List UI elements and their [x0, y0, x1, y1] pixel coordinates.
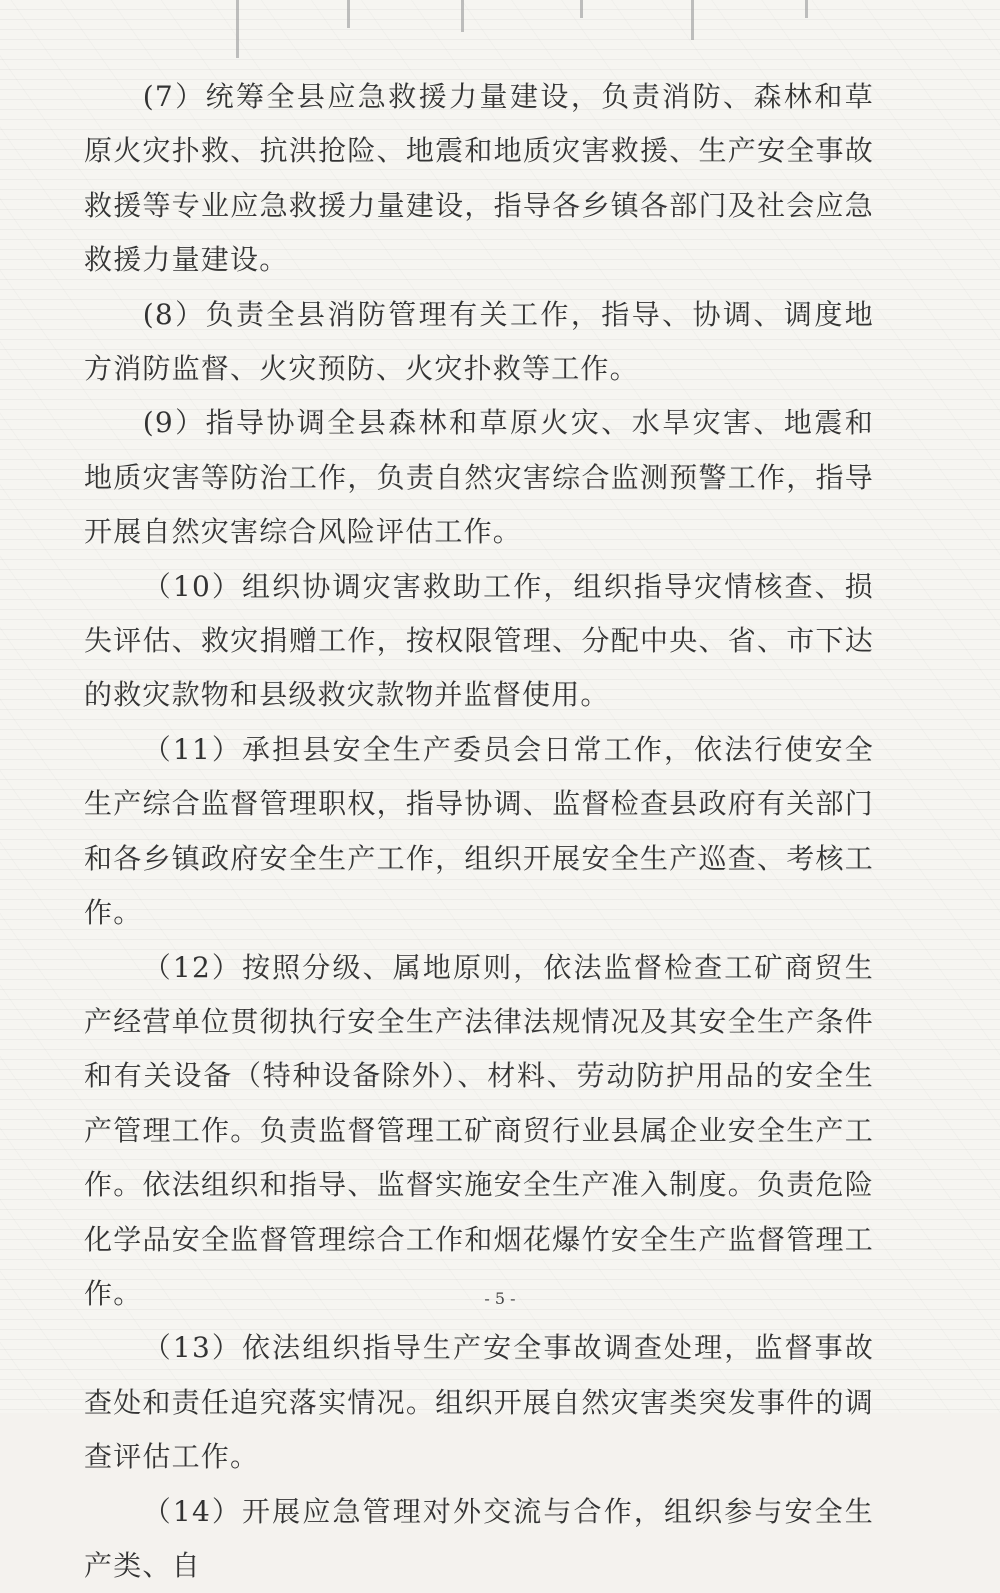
binding-mark: [805, 0, 808, 18]
paragraph-item-12: （12）按照分级、属地原则，依法监督检查工矿商贸生产经营单位贯彻执行安全生产法律法规情况及其安全生产条件和有关设备（特种设备除外）、材料、劳动防护用品的安全生产管理工作。负责监督管理工矿商贸行业县属企业安全生产工作。依法组织和指导、监督实施安全生产准入制度。负责危险化学品安全监督管理综合工作和烟花爆竹安全生产监督管理工作。: [84, 950, 874, 1310]
paragraph-item-9: (9）指导协调全县森林和草原火灾、水旱灾害、地震和地质灾害等防治工作，负责自然灾害综合监测预警工作，指导开展自然灾害综合风险评估工作。: [84, 406, 874, 549]
binding-marks: [0, 0, 1000, 80]
paragraph-item-11: （11）承担县安全生产委员会日常工作，依法行使安全生产综合监督管理职权，指导协调、监督检查县政府有关部门和各乡镇政府安全生产工作，组织开展安全生产巡查、考核工作。: [84, 732, 874, 930]
paragraph-item-13: （13）依法组织指导生产安全事故调查处理，监督事故查处和责任追究落实情况。组织开展自然灾害类突发事件的调查评估工作。: [84, 1331, 874, 1474]
binding-mark: [347, 0, 350, 28]
page-number: - 5 -: [484, 1289, 516, 1308]
paragraph-item-14: （14）开展应急管理对外交流与合作，组织参与安全生产类、自: [84, 1494, 874, 1582]
binding-mark: [461, 0, 464, 32]
paragraph-item-7: (7）统筹全县应急救援力量建设，负责消防、森林和草原火灾扑救、抗洪抢险、地震和地质灾害救援、生产安全事故救援等专业应急救援力量建设，指导各乡镇各部门及社会应急救援力量建设。: [84, 80, 874, 277]
paragraph-item-10: （10）组织协调灾害救助工作，组织指导灾情核查、损失评估、救灾捐赠工作，按权限管理、分配中央、省、市下达的救灾款物和县级救灾款物并监督使用。: [84, 569, 874, 712]
binding-mark: [580, 0, 583, 18]
binding-mark: [236, 0, 239, 58]
paragraph-item-8: (8）负责全县消防管理有关工作，指导、协调、调度地方消防监督、火灾预防、火灾扑救等工作。: [84, 297, 874, 386]
binding-mark: [691, 0, 694, 40]
document-body: [84, 70, 874, 1593]
